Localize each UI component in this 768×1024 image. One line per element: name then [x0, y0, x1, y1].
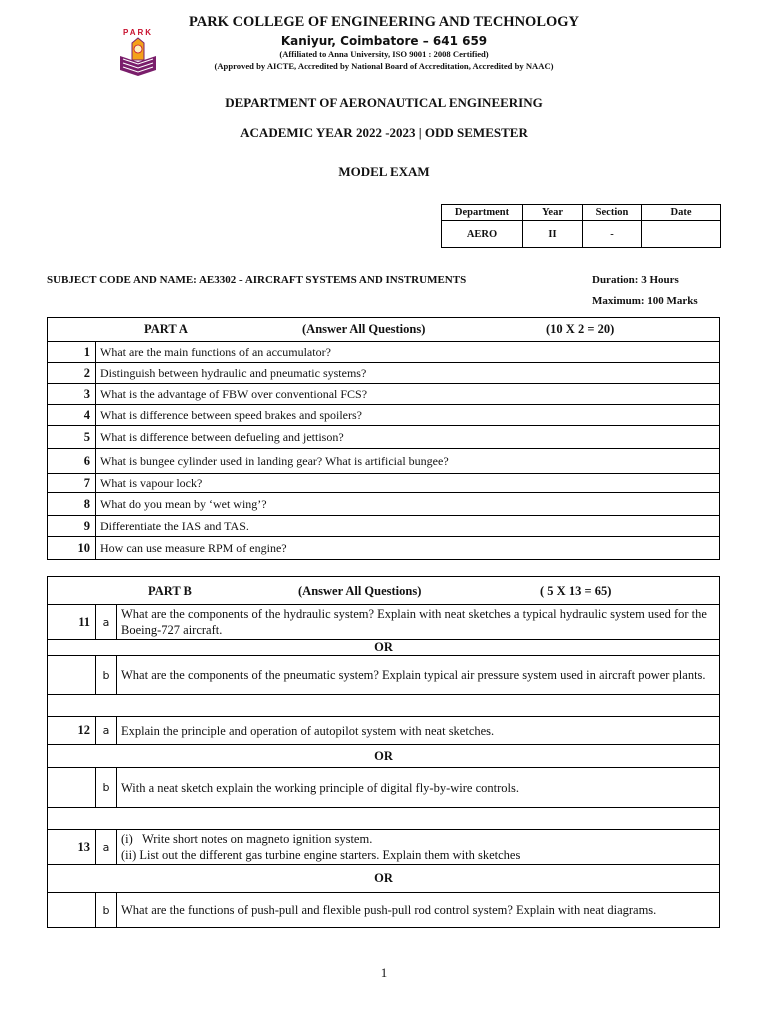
- part-a-header: [48, 318, 720, 342]
- table-row: [48, 405, 720, 426]
- question-number: 13: [48, 830, 96, 865]
- info-header-department: Department: [442, 205, 523, 221]
- approval-line: (Approved by AICTE, Accredited by National Board of Accreditation, Accredited by NAAC): [214, 61, 554, 71]
- info-header-year: Year: [523, 205, 583, 221]
- question-text-group: [117, 830, 720, 865]
- table-row: [48, 717, 720, 745]
- table-row: [48, 449, 720, 474]
- part-b-instruction: (Answer All Questions): [298, 584, 422, 598]
- question-number: 12: [48, 717, 96, 745]
- table-row: [48, 384, 720, 405]
- question-text: Differentiate the IAS and TAS.: [96, 516, 720, 537]
- question-number: 4: [48, 405, 96, 426]
- maximum-marks: Maximum: 100 Marks: [592, 295, 698, 307]
- question-number: 7: [48, 474, 96, 493]
- table-row: [48, 537, 720, 560]
- info-table: [441, 204, 721, 248]
- or-separator: OR: [48, 745, 720, 768]
- svg-text:PARK: PARK: [122, 28, 154, 37]
- part-b-header: [48, 577, 720, 605]
- exam-title: MODEL EXAM: [338, 164, 430, 179]
- question-text: What is difference between speed brakes and spoilers?: [96, 405, 720, 426]
- question-text: Distinguish between hydraulic and pneumatic systems?: [96, 363, 720, 384]
- duration: Duration: 3 Hours: [592, 274, 679, 286]
- question-number: 6: [48, 449, 96, 474]
- question-text: What are the components of the pneumatic system? Explain typical air pressure system used in aircraft power plants.: [117, 656, 720, 695]
- question-number: 2: [48, 363, 96, 384]
- info-value-year: II: [523, 221, 583, 248]
- info-value-date: [642, 221, 721, 248]
- question-number: 9: [48, 516, 96, 537]
- table-row: [48, 363, 720, 384]
- question-number: 5: [48, 426, 96, 449]
- info-header-date: Date: [642, 205, 721, 221]
- college-name: PARK COLLEGE OF ENGINEERING AND TECHNOLOGY: [188, 14, 580, 30]
- table-row: [48, 605, 720, 640]
- question-text: What is the advantage of FBW over conventional FCS?: [96, 384, 720, 405]
- question-text: What is bungee cylinder used in landing gear? What is artificial bungee?: [96, 449, 720, 474]
- part-b-title: PART B: [148, 584, 192, 598]
- option-label: b: [96, 768, 117, 808]
- question-subpart-2: (ii) List out the different gas turbine engine starters. Explain them with sketches: [121, 848, 521, 862]
- question-text: With a neat sketch explain the working principle of digital fly-by-wire controls.: [117, 768, 720, 808]
- question-number: 11: [48, 605, 96, 640]
- question-text: What are the functions of push-pull and flexible push-pull rod control system? Explain with neat diagrams.: [117, 893, 720, 928]
- info-value-department: AERO: [442, 221, 523, 248]
- info-value-section: -: [583, 221, 642, 248]
- college-address: Kaniyur, Coimbatore – 641 659: [280, 34, 488, 48]
- table-row: [48, 474, 720, 493]
- department-title: DEPARTMENT OF AERONAUTICAL ENGINEERING: [225, 95, 543, 110]
- question-text: What are the main functions of an accumulator?: [96, 342, 720, 363]
- question-text: What is difference between defueling and jettison?: [96, 426, 720, 449]
- table-row: [48, 493, 720, 516]
- option-label: a: [96, 605, 117, 640]
- question-number: 3: [48, 384, 96, 405]
- empty-cell: [48, 768, 96, 808]
- table-row: [48, 656, 720, 695]
- question-number: 10: [48, 537, 96, 560]
- table-row: [48, 893, 720, 928]
- page-number: 1: [380, 965, 388, 980]
- table-row: [48, 768, 720, 808]
- table-row: [48, 426, 720, 449]
- option-label: a: [96, 830, 117, 865]
- option-label: b: [96, 893, 117, 928]
- or-separator: OR: [48, 640, 720, 656]
- question-text: What is vapour lock?: [96, 474, 720, 493]
- part-b-marks: ( 5 X 13 = 65): [540, 584, 612, 598]
- question-text: What do you mean by ‘wet wing’?: [96, 493, 720, 516]
- info-header-section: Section: [583, 205, 642, 221]
- part-b-table: [47, 576, 720, 928]
- option-label: b: [96, 656, 117, 695]
- table-row: [48, 342, 720, 363]
- question-subpart-1: (i) Write short notes on magneto ignition system.: [121, 832, 373, 846]
- subject-code-name: SUBJECT CODE AND NAME: AE3302 - AIRCRAFT SYSTEMS AND INSTRUMENTS: [47, 274, 467, 286]
- part-a-marks: (10 X 2 = 20): [546, 322, 615, 336]
- part-a-instruction: (Answer All Questions): [302, 322, 426, 336]
- table-row: [48, 516, 720, 537]
- table-row: [48, 830, 720, 865]
- question-number: 8: [48, 493, 96, 516]
- spacer-row: [48, 695, 720, 717]
- part-a-table: [47, 317, 720, 560]
- empty-cell: [48, 893, 96, 928]
- academic-year: ACADEMIC YEAR 2022 -2023 | ODD SEMESTER: [240, 125, 528, 140]
- or-separator: OR: [48, 865, 720, 893]
- question-number: 1: [48, 342, 96, 363]
- affiliation-line: (Affiliated to Anna University, ISO 9001 : 2008 Certified): [279, 49, 489, 59]
- part-a-title: PART A: [144, 322, 188, 336]
- option-label: a: [96, 717, 117, 745]
- spacer-row: [48, 808, 720, 830]
- question-text: Explain the principle and operation of autopilot system with neat sketches.: [117, 717, 720, 745]
- question-text: What are the components of the hydraulic system? Explain with neat sketches a typical hydraulic system used for the Boeing-727 aircraft.: [117, 605, 720, 640]
- empty-cell: [48, 656, 96, 695]
- question-text: How can use measure RPM of engine?: [96, 537, 720, 560]
